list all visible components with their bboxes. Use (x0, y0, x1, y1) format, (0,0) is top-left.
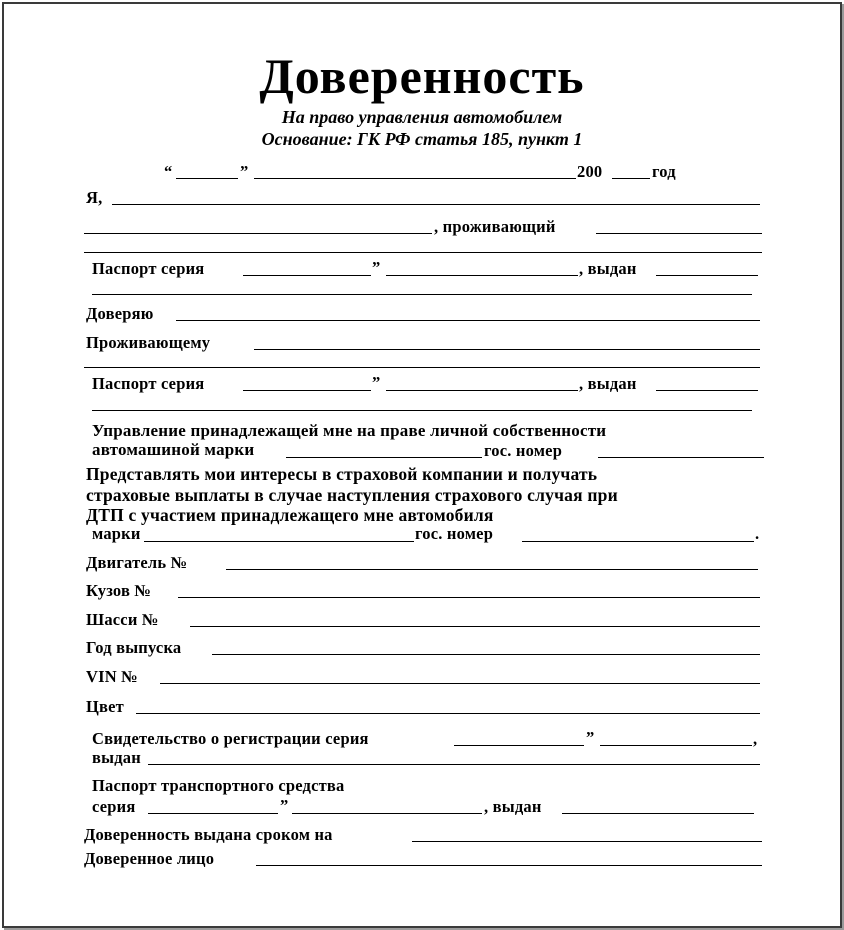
cvet-line[interactable] (136, 713, 760, 714)
address-line[interactable] (596, 233, 762, 234)
label-vin: VIN № (86, 667, 138, 686)
passport-1-quote: ” (372, 258, 381, 277)
label-ya: Я, (86, 188, 103, 207)
upravlenie-text-1: Управление принадлежащей мне на праве личной собственности (92, 421, 607, 440)
address-line-2[interactable] (84, 252, 762, 253)
svidetelstvo-comma: , (753, 729, 758, 748)
label-kuzov: Кузов № (86, 581, 152, 600)
upravlenie-marka-line[interactable] (286, 457, 482, 458)
prozhivayushchemu-line-2[interactable] (84, 367, 760, 368)
passport-2-issued-line-2[interactable] (92, 410, 752, 411)
svidetelstvo-series-line[interactable] (454, 745, 584, 746)
passport-1-issued-line-2[interactable] (92, 294, 752, 295)
label-prozhivayushchemu: Проживающему (86, 333, 211, 352)
svidetelstvo-issued-line[interactable] (148, 764, 760, 765)
label-vydan-1: , выдан (579, 259, 637, 278)
god-vypuska-line[interactable] (212, 654, 760, 655)
date-month-line[interactable] (254, 178, 576, 179)
passport-1-number-line[interactable] (386, 275, 578, 276)
label-vydan-4: , выдан (484, 797, 542, 816)
date-quote-close: ” (240, 162, 249, 181)
document-basis: Основание: ГК РФ статья 185, пункт 1 (261, 129, 583, 149)
predstavlyat-text-1: Представлять мои интересы в страховой компании и получать (86, 464, 598, 484)
shassi-line[interactable] (190, 626, 760, 627)
upravlenie-gos-nomer-line[interactable] (598, 457, 764, 458)
label-vydan-2: , выдан (579, 374, 637, 393)
passport-2-number-line[interactable] (386, 390, 578, 391)
label-passport-1: Паспорт серия (92, 259, 205, 278)
date-quote-open: “ (164, 162, 173, 181)
date-year-prefix: 200 (577, 162, 603, 181)
label-vydan-3: выдан (92, 748, 141, 767)
passport-2-quote: ” (372, 373, 381, 392)
pts-number-line[interactable] (292, 813, 482, 814)
date-day-line[interactable] (176, 178, 238, 179)
label-cvet: Цвет (86, 697, 124, 716)
passport-2-issued-line[interactable] (656, 390, 758, 391)
label-god-vypuska: Год выпуска (86, 638, 182, 657)
label-passport-2: Паспорт серия (92, 374, 205, 393)
predstavlyat-text-3: ДТП с участием принадлежащего мне автомобиля (86, 505, 494, 525)
predstavlyat-text-2: страховые выплаты в случае наступления страхового случая при (86, 485, 618, 505)
kuzov-line[interactable] (178, 597, 760, 598)
svidetelstvo-number-line[interactable] (600, 745, 752, 746)
date-year-line[interactable] (612, 178, 650, 179)
label-prozhivayushchiy: , проживающий (434, 217, 556, 236)
date-year-label: год (652, 162, 676, 181)
srok-line[interactable] (412, 841, 762, 842)
predstavlyat-marka-line[interactable] (144, 541, 414, 542)
label-doverennoe-lico: Доверенное лицо (84, 849, 215, 868)
label-doveryayu: Доверяю (86, 304, 154, 323)
vin-line[interactable] (160, 683, 760, 684)
pts-issued-line[interactable] (562, 813, 754, 814)
prozhivayushchemu-line[interactable] (254, 349, 760, 350)
label-gos-nomer-1: гос. номер (484, 441, 563, 460)
label-shassi: Шасси № (86, 610, 159, 629)
pts-quote: ” (280, 796, 289, 815)
predstavlyat-gos-nomer-line[interactable] (522, 541, 754, 542)
period: . (755, 524, 760, 543)
label-gos-nomer-2: гос. номер (415, 524, 494, 543)
label-pts: Паспорт транспортного средства (92, 776, 345, 795)
dvigatel-line[interactable] (226, 569, 758, 570)
doveryayu-line[interactable] (176, 320, 760, 321)
passport-1-issued-line[interactable] (656, 275, 758, 276)
passport-2-series-line[interactable] (243, 390, 371, 391)
label-seriya: серия (92, 797, 136, 816)
document-title: Доверенность (259, 48, 585, 104)
label-marki: марки (92, 524, 141, 543)
ya-line[interactable] (112, 204, 760, 205)
label-svidetelstvo: Свидетельство о регистрации серия (92, 729, 369, 748)
label-dvigatel: Двигатель № (86, 553, 188, 572)
name-cont-line[interactable] (84, 233, 432, 234)
svidetelstvo-quote: ” (586, 728, 595, 747)
document-subtitle: На право управления автомобилем (281, 107, 563, 127)
pts-series-line[interactable] (148, 813, 278, 814)
passport-1-series-line[interactable] (243, 275, 371, 276)
upravlenie-text-2: автомашиной марки (92, 440, 255, 459)
label-srok: Доверенность выдана сроком на (84, 825, 333, 844)
doverennoe-lico-line[interactable] (256, 865, 762, 866)
